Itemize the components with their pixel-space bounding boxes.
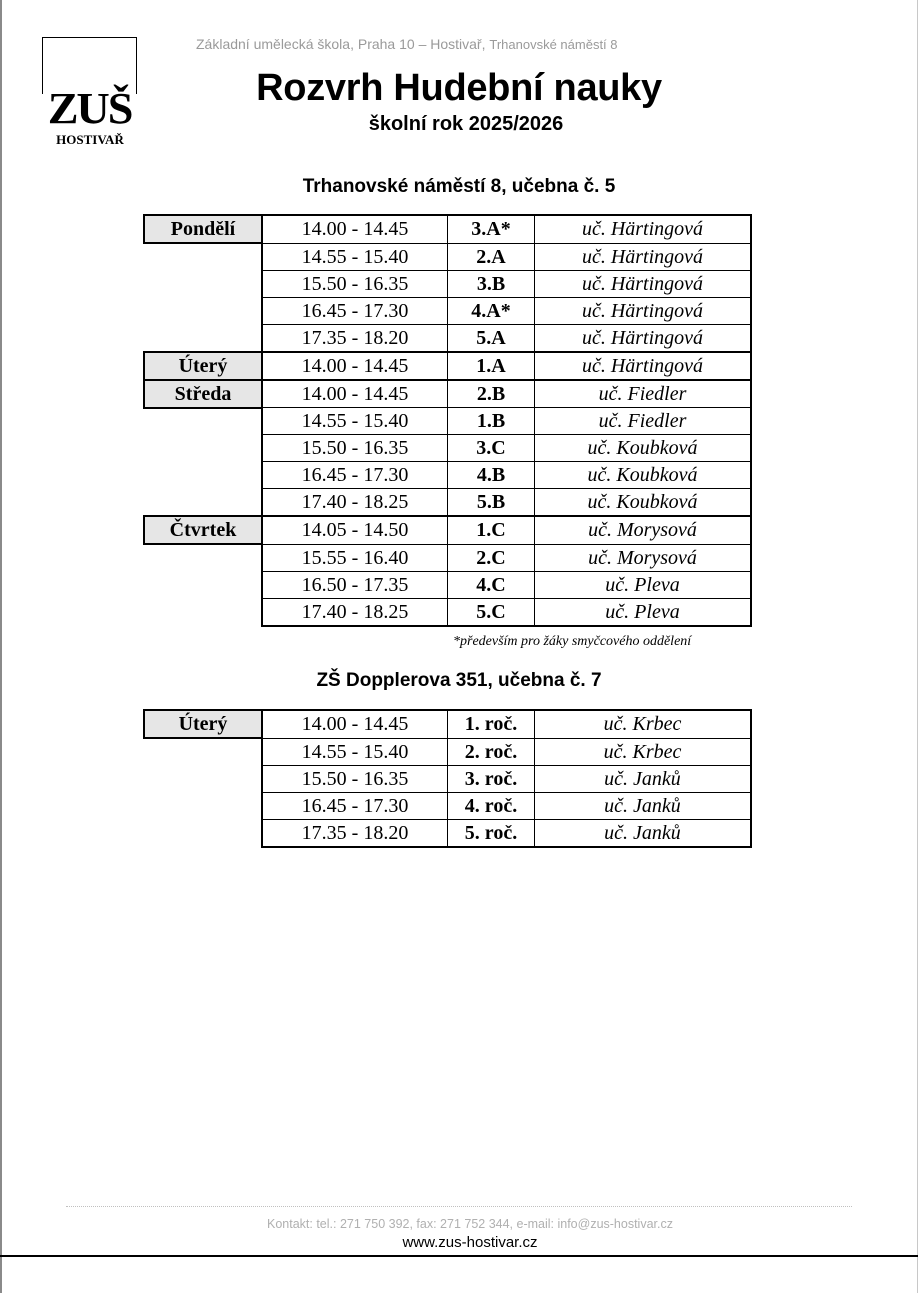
table-row (144, 243, 751, 270)
class-cell: 5.C (448, 598, 535, 626)
day-cell (144, 297, 262, 324)
teacher-cell: uč. Fiedler (535, 408, 752, 435)
teacher-cell: uč. Koubková (535, 489, 752, 517)
logo-main-text: ZUŠ (47, 84, 132, 133)
teacher-cell: uč. Härtingová (535, 324, 752, 352)
logo-sub-text: HOSTIVAŘ (56, 132, 124, 147)
schedule-table-dopplerova (143, 709, 752, 848)
time-cell: 14.00 - 14.45 (262, 380, 448, 408)
time-cell: 14.00 - 14.45 (262, 710, 448, 738)
teacher-cell: uč. Pleva (535, 571, 752, 598)
time-cell: 14.55 - 15.40 (262, 243, 448, 270)
teacher-cell: uč. Härtingová (535, 352, 752, 380)
class-cell: 4.B (448, 462, 535, 489)
teacher-cell: uč. Janků (535, 819, 752, 847)
day-cell (144, 544, 262, 571)
teacher-cell: uč. Krbec (535, 738, 752, 765)
class-cell: 2. roč. (448, 738, 535, 765)
teacher-cell: uč. Härtingová (535, 297, 752, 324)
table-row (144, 462, 751, 489)
class-cell: 5.A (448, 324, 535, 352)
teacher-cell: uč. Fiedler (535, 380, 752, 408)
time-cell: 14.55 - 15.40 (262, 408, 448, 435)
class-cell: 2.B (448, 380, 535, 408)
class-cell: 5.B (448, 489, 535, 517)
table-row (144, 598, 751, 626)
time-cell: 14.00 - 14.45 (262, 215, 448, 243)
day-cell (144, 270, 262, 297)
class-cell: 3.C (448, 435, 535, 462)
teacher-cell: uč. Krbec (535, 710, 752, 738)
table-row (144, 571, 751, 598)
table-row (144, 297, 751, 324)
page-subtitle: školní rok 2025/2026 (368, 113, 564, 135)
class-cell: 4.A* (448, 297, 535, 324)
time-cell: 14.00 - 14.45 (262, 352, 448, 380)
time-cell: 17.40 - 18.25 (262, 598, 448, 626)
table-row (144, 270, 751, 297)
day-cell (144, 765, 262, 792)
time-cell: 16.45 - 17.30 (262, 792, 448, 819)
page-title: Rozvrh Hudební nauky (256, 67, 662, 109)
table-row (144, 380, 751, 408)
table-row (144, 765, 751, 792)
day-cell (144, 819, 262, 847)
day-cell: Pondělí (144, 215, 262, 243)
class-cell: 3. roč. (448, 765, 535, 792)
time-cell: 16.45 - 17.30 (262, 297, 448, 324)
teacher-cell: uč. Morysová (535, 516, 752, 544)
footnote: *především pro žáky smyčcového oddělení (453, 634, 692, 649)
time-cell: 15.50 - 16.35 (262, 435, 448, 462)
table-row (144, 324, 751, 352)
table-row (144, 352, 751, 380)
footer-rule (0, 1255, 918, 1257)
table-row (144, 710, 751, 738)
time-cell: 15.55 - 16.40 (262, 544, 448, 571)
schedule-table-trhanovske (143, 214, 752, 627)
time-cell: 17.40 - 18.25 (262, 489, 448, 517)
day-cell (144, 792, 262, 819)
table-row (144, 544, 751, 571)
teacher-cell: uč. Härtingová (535, 215, 752, 243)
table-row (144, 435, 751, 462)
class-cell: 4.C (448, 571, 535, 598)
table-row (144, 738, 751, 765)
time-cell: 16.45 - 17.30 (262, 462, 448, 489)
table-row (144, 215, 751, 243)
class-cell: 2.A (448, 243, 535, 270)
class-cell: 1. roč. (448, 710, 535, 738)
footer-divider (66, 1206, 852, 1207)
day-cell (144, 489, 262, 517)
time-cell: 17.35 - 18.20 (262, 324, 448, 352)
teacher-cell: uč. Janků (535, 765, 752, 792)
class-cell: 3.B (448, 270, 535, 297)
class-cell: 4. roč. (448, 792, 535, 819)
school-address: Trhanovské náměstí 8 (489, 37, 618, 52)
footer-contact: Kontakt: tel.: 271 750 392, fax: 271 752 344, e-mail: info@zus-hostivar.cz (267, 1217, 673, 1231)
section-title-trhanovske: Trhanovské náměstí 8, učebna č. 5 (302, 176, 616, 197)
day-cell (144, 243, 262, 270)
table-row (144, 408, 751, 435)
day-cell (144, 571, 262, 598)
time-cell: 15.50 - 16.35 (262, 270, 448, 297)
teacher-cell: uč. Janků (535, 792, 752, 819)
section-title-dopplerova: ZŠ Dopplerova 351, učebna č. 7 (316, 670, 602, 691)
teacher-cell: uč. Koubková (535, 435, 752, 462)
class-cell: 5. roč. (448, 819, 535, 847)
class-cell: 1.A (448, 352, 535, 380)
table-row (144, 489, 751, 517)
school-header (196, 36, 618, 52)
time-cell: 15.50 - 16.35 (262, 765, 448, 792)
day-cell: Středa (144, 380, 262, 408)
day-cell: Úterý (144, 710, 262, 738)
time-cell: 16.50 - 17.35 (262, 571, 448, 598)
class-cell: 3.A* (448, 215, 535, 243)
class-cell: 1.C (448, 516, 535, 544)
day-cell (144, 598, 262, 626)
footer-website-link[interactable]: www.zus-hostivar.cz (402, 1234, 538, 1251)
class-cell: 1.B (448, 408, 535, 435)
table-row (144, 792, 751, 819)
teacher-cell: uč. Härtingová (535, 270, 752, 297)
time-cell: 14.05 - 14.50 (262, 516, 448, 544)
teacher-cell: uč. Morysová (535, 544, 752, 571)
time-cell: 14.55 - 15.40 (262, 738, 448, 765)
day-cell (144, 462, 262, 489)
day-cell: Úterý (144, 352, 262, 380)
day-cell (144, 435, 262, 462)
table-row (144, 819, 751, 847)
table-row (144, 516, 751, 544)
class-cell: 2.C (448, 544, 535, 571)
day-cell (144, 738, 262, 765)
day-cell: Čtvrtek (144, 516, 262, 544)
teacher-cell: uč. Koubková (535, 462, 752, 489)
teacher-cell: uč. Pleva (535, 598, 752, 626)
time-cell: 17.35 - 18.20 (262, 819, 448, 847)
day-cell (144, 324, 262, 352)
teacher-cell: uč. Härtingová (535, 243, 752, 270)
day-cell (144, 408, 262, 435)
school-name: Základní umělecká škola, Praha 10 – Hostivař, (196, 36, 486, 52)
